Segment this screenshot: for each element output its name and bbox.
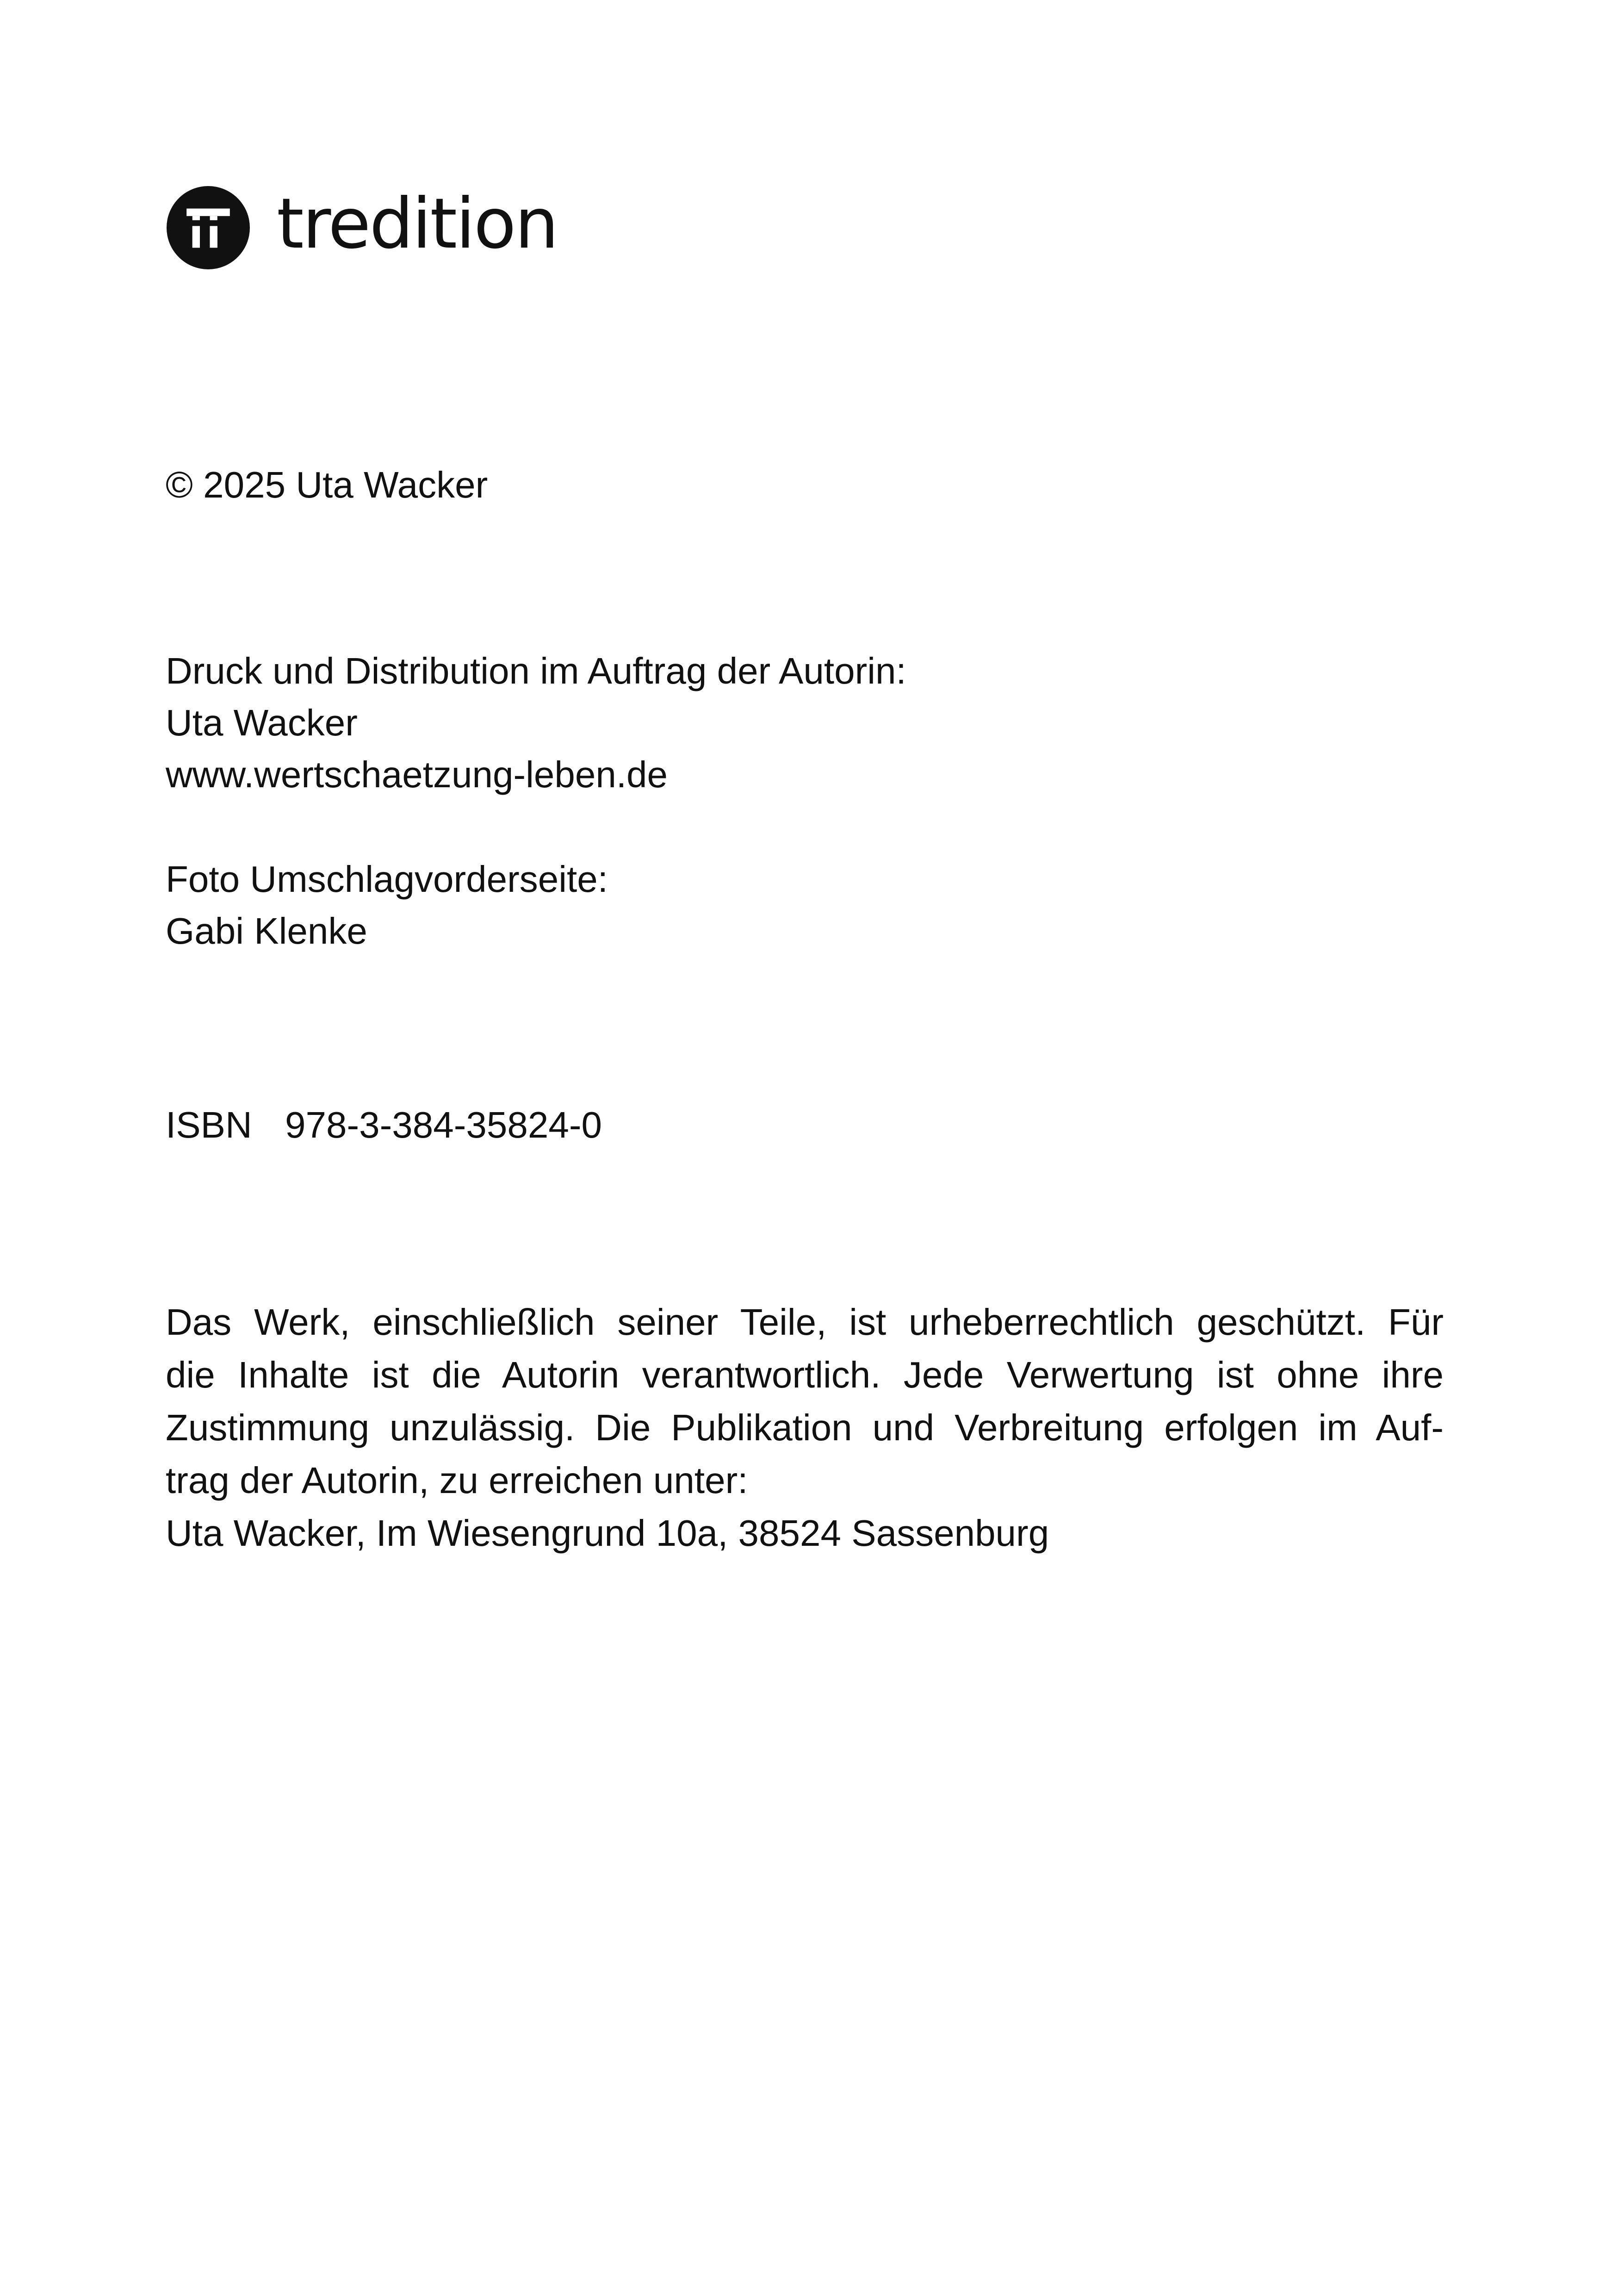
publisher-name: tredition [277,184,558,264]
cover-photo-label: Foto Umschlagvorderseite: [166,859,608,900]
copyright-notice: © 2025 Uta Wacker [166,464,488,505]
print-distribution-label: Druck und Distribution im Auftrag der Autorin: [166,650,906,691]
isbn-number: 978-3-384-35824-0 [285,1104,602,1145]
legal-notice-line: trag der Autorin, zu erreichen unter: [166,1460,748,1501]
legal-notice [166,1296,1444,1560]
legal-notice-line: die Inhalte ist die Autorin verantwortlich. Jede Verwertung ist ohne ihre [166,1354,1444,1395]
legal-notice-line: Das Werk, einschließlich seiner Teile, ist urheberrechtlich geschützt. Für [166,1301,1444,1343]
legal-notice-address: Uta Wacker, Im Wiesengrund 10a, 38524 Sassenburg [166,1512,1049,1554]
tredition-t-mark-icon [167,186,250,269]
publisher-logo [167,186,558,269]
isbn-line [166,1104,602,1145]
cover-photographer: Gabi Klenke [166,910,367,952]
legal-notice-line: Zustimmung unzulässig. Die Publikation und Verbreitung erfolgen im Auf- [166,1407,1444,1448]
isbn-label: ISBN [166,1104,252,1145]
print-distribution-name: Uta Wacker [166,702,358,743]
author-website-link[interactable]: www.wertschaetzung-leben.de [166,754,668,795]
